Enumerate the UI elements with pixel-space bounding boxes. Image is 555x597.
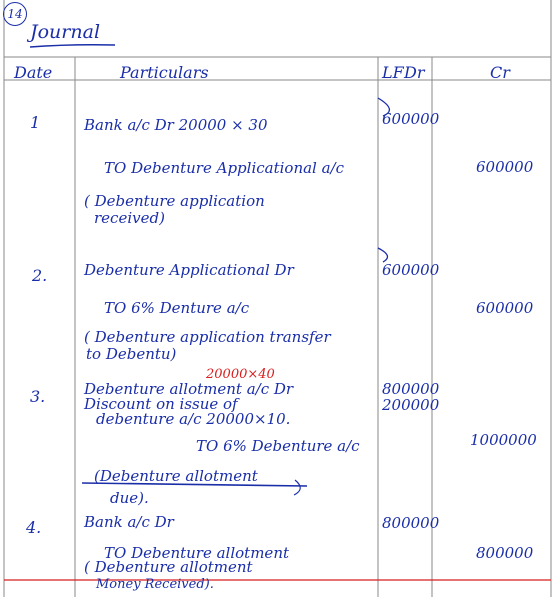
entry-cr: 600000 bbox=[476, 299, 534, 317]
entry-date: 4. bbox=[26, 518, 42, 537]
entry-line: TO 6% Debenture a/c bbox=[196, 437, 360, 455]
entry-cr: 800000 bbox=[476, 544, 534, 562]
problem-number: 14 bbox=[3, 2, 27, 26]
entry-date: 1 bbox=[30, 113, 41, 132]
entry-line: ( Debenture application bbox=[84, 192, 265, 210]
entry-line: Debenture allotment a/c Dr bbox=[84, 380, 294, 398]
entry-line: TO Debenture Applicational a/c bbox=[104, 159, 345, 177]
entry-line: Debenture Applicational Dr bbox=[84, 261, 294, 279]
entry-line: debenture a/c 20000×10. bbox=[96, 410, 291, 428]
entry-line: (Debenture allotment bbox=[94, 467, 258, 485]
entry-dr: 200000 bbox=[382, 396, 440, 414]
header-date: Date bbox=[14, 63, 53, 82]
entry-line: Money Received). bbox=[96, 577, 214, 592]
entry-dr: 600000 bbox=[382, 110, 440, 128]
header-particulars: Particulars bbox=[120, 63, 209, 82]
header-lf: LF bbox=[382, 63, 404, 82]
entry-line: Bank a/c Dr 20000 × 30 bbox=[84, 116, 268, 134]
entry-line: Discount on issue of bbox=[84, 395, 238, 413]
header-dr: Dr bbox=[404, 63, 425, 82]
entry-line: TO 6% Denture a/c bbox=[104, 299, 250, 317]
entry-line: to Debentu) bbox=[86, 345, 177, 363]
entry-line: ( Debenture application transfer bbox=[84, 328, 331, 346]
entry-line: Bank a/c Dr bbox=[84, 513, 174, 531]
entry-line: received) bbox=[94, 209, 165, 227]
entry-line: ( Debenture allotment bbox=[84, 558, 253, 576]
entry-date: 3. bbox=[30, 387, 46, 406]
entry-line: TO Debenture allotment bbox=[104, 544, 290, 562]
entry-dr: 800000 bbox=[382, 380, 440, 398]
entry-cr: 1000000 bbox=[470, 431, 537, 449]
entry-dr: 800000 bbox=[382, 514, 440, 532]
calc-annotation: 20000×40 bbox=[206, 367, 275, 382]
entry-date: 2. bbox=[32, 266, 48, 285]
entry-dr: 600000 bbox=[382, 261, 440, 279]
entry-cr: 600000 bbox=[476, 158, 534, 176]
entry-line: due). bbox=[110, 489, 149, 507]
header-cr: Cr bbox=[490, 63, 510, 82]
page-title: Journal bbox=[30, 21, 101, 43]
